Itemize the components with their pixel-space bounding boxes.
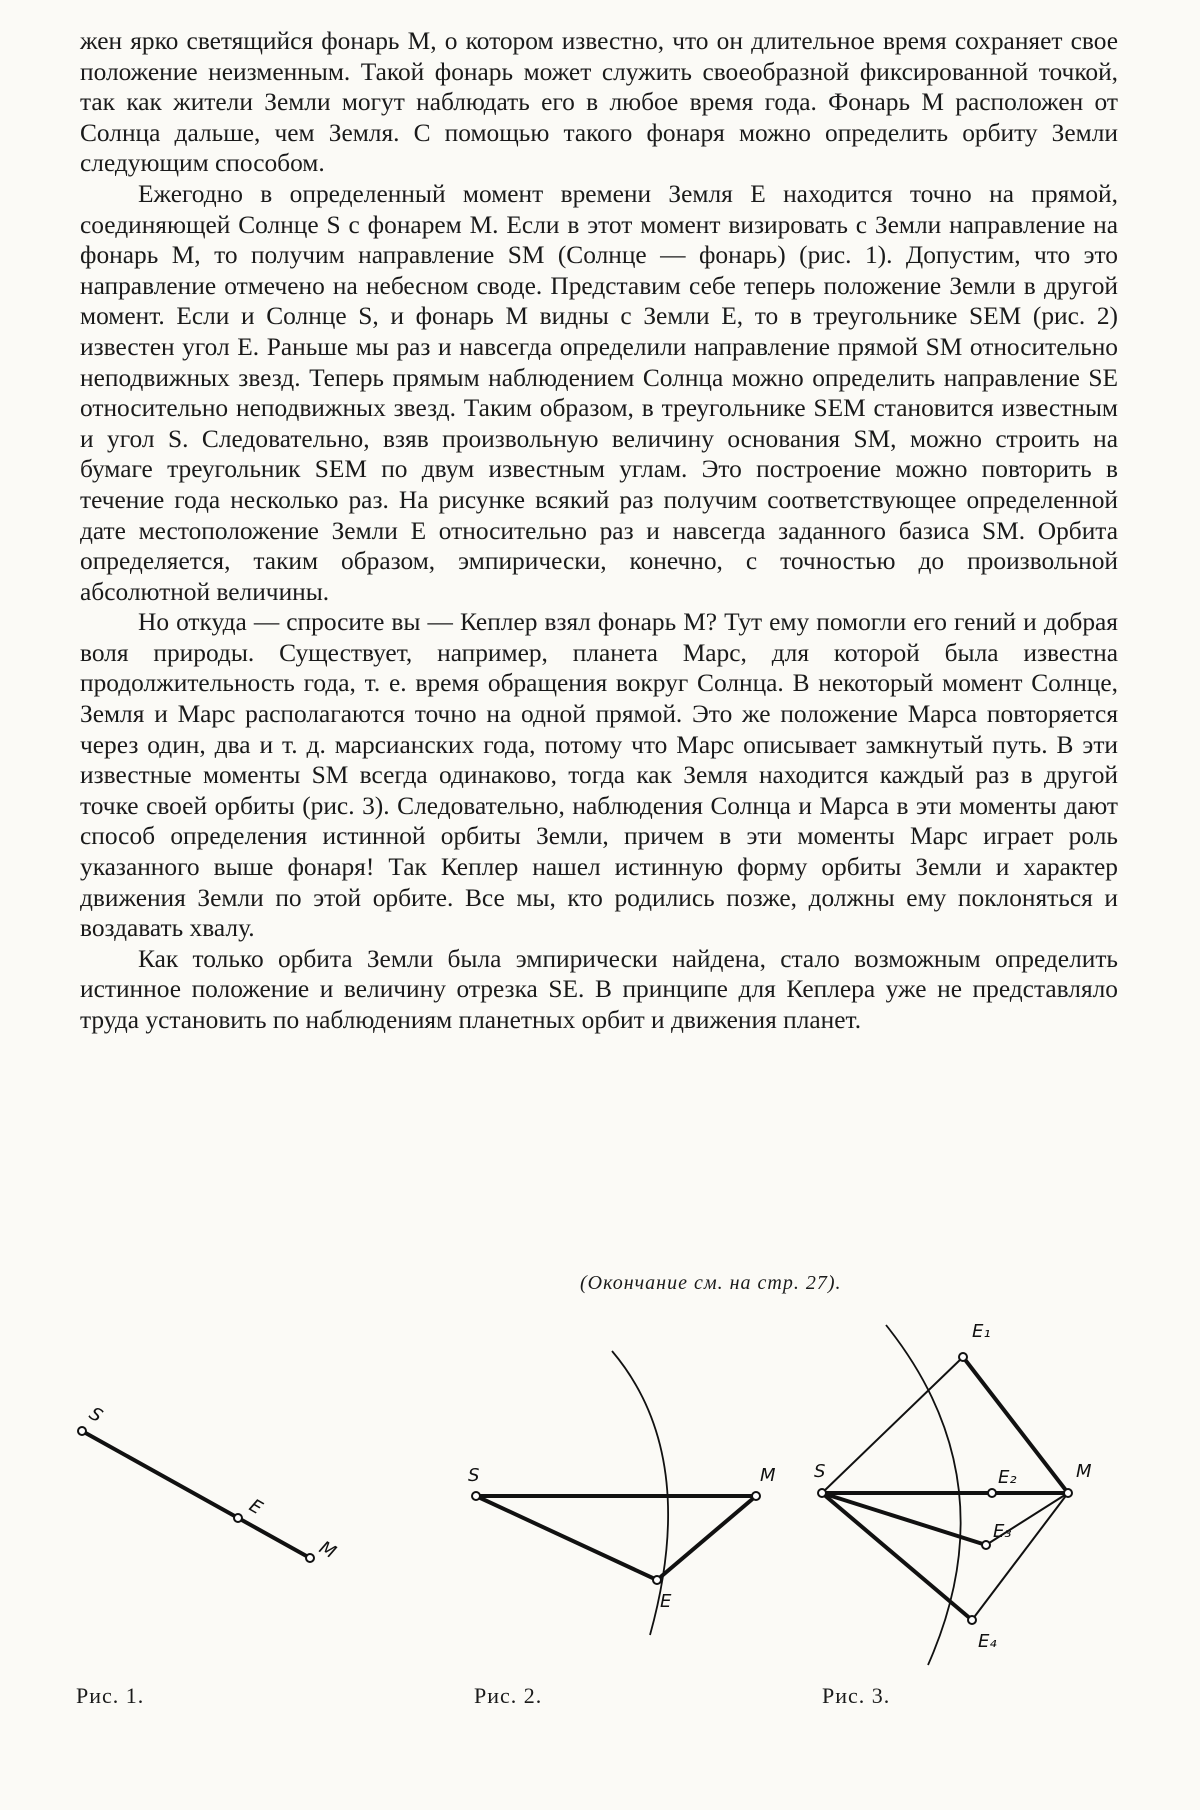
continuation-note: (Окончание см. на стр. 27).	[580, 1272, 842, 1294]
paragraph-2: Ежегодно в определенный момент времени Земля Е находится точно на прямой, соединяющей Солнце S с фонарем М. Если в этот момент визировать с Земли направление на фонарь М, то получим направление SM (Солнце — фонарь) (рис. 1). Допустим, что это направление отмечено на небесном своде. Представим себе теперь положение Земли в другой момент. Если и Солнце S, и фонарь М видны с Земли Е, то в треугольнике SEM (рис. 2) известен угол Е. Раньше мы раз и навсегда определили направление прямой SM относительно неподвижных звезд. Теперь прямым наблюдением Солнца можно определить направление SE относительно неподвижных звезд. Таким образом, в треугольнике SEM становится известным и угол S. Следовательно, взяв произвольную величину основания SM, можно строить на бумаге треугольник SEM по двум известным углам. Это построение можно повторить в течение года несколько раз. На рисунке всякий раз получим соответствующее определенной дате местоположение Земли Е относительно раз и навсегда заданного базиса SM. Орбита определяется, таким образом, эмпирически, конечно, с точностью до произвольной абсолютной величины.	[80, 179, 1118, 606]
point-m	[306, 1554, 314, 1562]
line-se	[476, 1496, 657, 1580]
label-m: M	[1076, 1461, 1092, 1482]
point-s	[472, 1492, 480, 1500]
label-s: S	[814, 1461, 826, 1482]
label-s: S	[468, 1465, 480, 1486]
figure-2	[460, 1305, 776, 1675]
label-e4: E₄	[978, 1631, 997, 1652]
label-e: E	[245, 1495, 266, 1520]
line-em	[657, 1496, 756, 1580]
point-e	[234, 1514, 242, 1522]
line-e4m	[972, 1493, 1068, 1620]
point-e1	[959, 1353, 967, 1361]
label-e: E	[660, 1591, 672, 1612]
label-e1: E₁	[972, 1321, 991, 1342]
point-m	[1064, 1489, 1072, 1497]
figure-1	[60, 1305, 360, 1564]
paragraph-1: жен ярко светящийся фонарь М, о котором известно, что он длительное время сохраняет свое положение неизменным. Такой фонарь может служить своеобразной фиксированной точкой, так как жители Земли могут наблюдать его в любое время года. Фонарь М расположен от Солнца дальше, чем Земля. С помощью такого фонаря можно определить орбиту Земли следующим способом.	[80, 27, 1118, 178]
label-e3: E₃	[993, 1521, 1012, 1542]
point-e4	[968, 1616, 976, 1624]
point-s	[78, 1427, 86, 1435]
point-e	[653, 1576, 661, 1584]
paragraph-3: Но откуда — спросите вы — Кеплер взял фонарь М? Тут ему помогли его гений и добрая воля природы. Существует, например, планета Марс, для которой была известна продолжительность года, т. е. время обращения вокруг Солнца. В некоторый момент Солнце, Земля и Марс располагаются точно на одной прямой. Это же положение Марса повторяется через один, два и т. д. марсианских года, потому что Марс описывает замкнутый путь. В эти известные моменты SM всегда одинаково, тогда как Земля находится каждый раз в другой точке своей орбиты (рис. 3). Следовательно, наблюдения Солнца и Марса в эти моменты дают способ определения истинной орбиты Земли, причем в эти моменты Марс играет роль указанного выше фонаря! Так Кеплер нашел истинную форму орбиты Земли и характер движения Земли по этой орбите. Все мы, кто родились позже, должны ему поклоняться и воздавать хвалу.	[80, 608, 1118, 943]
caption-figure-3: Рис. 3.	[822, 1683, 891, 1708]
line-sm	[82, 1431, 310, 1558]
figure-3-diagram	[800, 1305, 1140, 1675]
figure-2-diagram	[460, 1305, 776, 1675]
article-text	[80, 26, 1118, 1036]
caption-figure-2: Рис. 2.	[474, 1683, 543, 1708]
paragraph-4: Как только орбита Земли была эмпирически найдена, стало возможным определить истинное положение и величину отрезка SE. В принципе для Кеплера уже не представляло труда установить по наблюдениям планетных орбит и движения планет.	[80, 944, 1118, 1034]
label-m: M	[760, 1465, 776, 1486]
figure-1-diagram	[60, 1305, 360, 1564]
point-s	[818, 1489, 826, 1497]
label-m: M	[315, 1537, 340, 1564]
label-e2: E₂	[998, 1467, 1017, 1488]
point-e3	[982, 1541, 990, 1549]
point-e2	[988, 1489, 996, 1497]
label-s: S	[85, 1403, 106, 1428]
figure-3	[800, 1305, 1140, 1675]
line-se4	[822, 1493, 972, 1620]
caption-figure-1: Рис. 1.	[76, 1683, 145, 1708]
point-m	[752, 1492, 760, 1500]
line-se1	[822, 1357, 963, 1493]
